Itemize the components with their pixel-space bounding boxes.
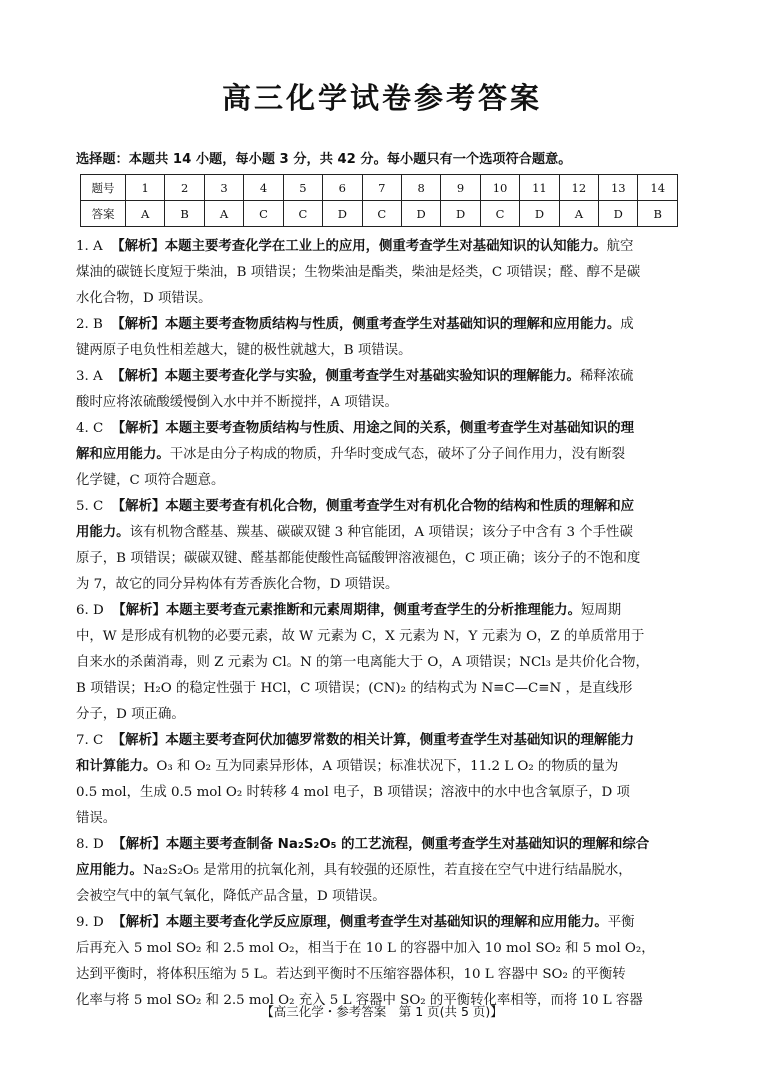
item-number: 2. B: [76, 317, 103, 332]
item-first-line: [76, 832, 698, 858]
answer-cell: C: [362, 201, 401, 227]
item-line: 键两原子电负性相差越大，键的极性就越大，B 项错误。: [76, 343, 412, 358]
item-text: 短周期: [580, 603, 622, 618]
item-number: 6. D: [76, 603, 104, 618]
analysis-tag: 【解析】: [111, 317, 165, 332]
question-number: 2: [165, 175, 204, 201]
item-line: 后再充入 5 mol SO₂ 和 2.5 mol O₂，相当于在 10 L 的容器中加入 10 mol SO₂ 和 5 mol O₂，: [76, 941, 655, 956]
item-text: 成: [620, 317, 634, 332]
item-first-line: [76, 312, 698, 338]
answer-cell: B: [638, 201, 678, 227]
explanation-item-3: [76, 364, 698, 416]
answer-cell: C: [283, 201, 322, 227]
answer-row: [81, 201, 678, 227]
question-number: 3: [204, 175, 243, 201]
section-instructions: 选择题：本题共 14 小题，每小题 3 分，共 42 分。每小题只有一个选项符合题意。: [76, 152, 572, 167]
question-number: 14: [638, 175, 678, 201]
item-first-line: [76, 234, 698, 260]
answer-cell: B: [165, 201, 204, 227]
analysis-summary: 本题主要考查物质结构与性质、用途之间的关系，侧重考查学生对基础知识的理: [165, 421, 635, 436]
answer-cell: A: [204, 201, 243, 227]
item-second-line: [76, 858, 698, 884]
analysis-tag: 【解析】: [112, 915, 166, 930]
answer-cell: C: [244, 201, 283, 227]
question-number: 11: [520, 175, 559, 201]
answer-explanations: [76, 234, 698, 1014]
explanation-item-9: [76, 910, 698, 1014]
analysis-tag: 【解析】: [111, 421, 166, 436]
item-line: 为 7，故它的同分异构体有芳香族化合物，D 项错误。: [76, 577, 399, 592]
page-title: 高三化学试卷参考答案: [221, 81, 542, 115]
item-first-line: [76, 364, 698, 390]
analysis-summary: 本题主要考查化学反应原理，侧重考查学生对基础知识的理解和应用能力。: [165, 915, 608, 930]
answer-cell: D: [401, 201, 440, 227]
item-text: 平衡: [607, 915, 635, 930]
explanation-item-6: [76, 598, 698, 728]
item-line: 自来水的杀菌消毒，则 Z 元素为 Cl。N 的第一电离能大于 O，A 项错误；NCl₃ 是共价化合物，: [76, 655, 649, 670]
explanation-item-7: [76, 728, 698, 832]
analysis-tag: 【解析】: [112, 603, 166, 618]
question-number: 6: [323, 175, 362, 201]
item-number: 8. D: [76, 837, 104, 852]
item-line: 水化合物，D 项错误。: [76, 291, 212, 306]
explanation-item-2: [76, 312, 698, 364]
analysis-tag: 【解析】: [112, 837, 166, 852]
page-footer: 【高三化学・参考答案 第 1 页(共 5 页)】: [261, 1004, 503, 1019]
item-second-line: [76, 754, 698, 780]
answer-cell: D: [599, 201, 638, 227]
item-text: 干冰是由分子构成的物质，升华时变成气态，破坏了分子间作用力，没有断裂: [169, 447, 626, 462]
item-line: 原子，B 项错误；碳碳双键、醛基都能使酸性高锰酸钾溶液褪色，C 项正确；该分子的不饱和度: [76, 551, 641, 566]
analysis-summary: 本题主要考查化学与实验，侧重考查学生对基础实验知识的理解能力。: [164, 369, 580, 384]
question-number: 10: [480, 175, 519, 201]
item-line: 中，W 是形成有机物的必要元素，故 W 元素为 C，X 元素为 N，Y 元素为 O，Z 的单质常用于: [76, 629, 645, 644]
item-line: 化率与将 5 mol SO₂ 和 2.5 mol O₂ 充入 5 L 容器中 SO₂ 的平衡转化率相等，而将 10 L 容器: [76, 993, 643, 1008]
answer-cell: D: [441, 201, 480, 227]
item-number: 4. C: [76, 421, 104, 436]
item-first-line: [76, 598, 698, 624]
analysis-summary-cont: 应用能力。: [76, 863, 143, 878]
question-number: 13: [599, 175, 638, 201]
item-text: 航空: [606, 239, 634, 254]
row-header-answer: 答案: [81, 201, 126, 227]
question-number: 1: [126, 175, 165, 201]
analysis-summary-cont: 和计算能力。: [76, 759, 157, 774]
item-first-line: [76, 494, 698, 520]
question-number: 7: [362, 175, 401, 201]
item-first-line: [76, 728, 698, 754]
answer-cell: D: [520, 201, 559, 227]
analysis-summary: 本题主要考查有机化合物，侧重考查学生对有机化合物的结构和性质的理解和应: [165, 499, 635, 514]
item-first-line: [76, 910, 698, 936]
item-line: 化学键，C 项符合题意。: [76, 473, 225, 488]
item-line: 会被空气中的氧气氧化，降低产品含量，D 项错误。: [76, 889, 386, 904]
analysis-summary: 本题主要考查化学在工业上的应用，侧重考查学生对基础知识的认知能力。: [164, 239, 607, 254]
analysis-tag: 【解析】: [111, 733, 166, 748]
item-line: 0.5 mol，生成 0.5 mol O₂ 时转移 4 mol 电子，B 项错误；溶液中的水中也含氧原子，D 项: [76, 785, 630, 800]
item-second-line: [76, 442, 698, 468]
answer-cell: C: [480, 201, 519, 227]
item-line: 分子，D 项正确。: [76, 707, 185, 722]
analysis-tag: 【解析】: [111, 369, 165, 384]
item-first-line: [76, 416, 698, 442]
analysis-summary: 本题主要考查阿伏加德罗常数的相关计算，侧重考查学生对基础知识的理解能力: [165, 733, 635, 748]
item-number: 9. D: [76, 915, 104, 930]
question-number-row: [81, 175, 678, 201]
analysis-tag: 【解析】: [111, 239, 165, 254]
explanation-item-8: [76, 832, 698, 910]
explanation-item-5: [76, 494, 698, 598]
item-number: 7. C: [76, 733, 104, 748]
analysis-tag: 【解析】: [111, 499, 166, 514]
item-line: 煤油的碳链长度短于柴油，B 项错误；生物柴油是酯类，柴油是烃类，C 项错误；醛、醇不是碳: [76, 265, 641, 280]
item-text: Na₂S₂O₅ 是常用的抗氧化剂，具有较强的还原性，若直接在空气中进行结晶脱水，: [142, 863, 632, 878]
item-number: 3. A: [76, 369, 103, 384]
item-number: 1. A: [76, 239, 103, 254]
analysis-summary: 本题主要考查制备 Na₂S₂O₅ 的工艺流程，侧重考查学生对基础知识的理解和综合: [165, 837, 650, 852]
item-line: 错误。: [76, 811, 117, 826]
answer-cell: D: [323, 201, 362, 227]
row-header-number: 题号: [81, 175, 126, 201]
item-line: 酸时应将浓硫酸缓慢倒入水中并不断搅拌，A 项错误。: [76, 395, 398, 410]
analysis-summary: 本题主要考查元素推断和元素周期律，侧重考查学生的分析推理能力。: [165, 603, 581, 618]
question-number: 5: [283, 175, 322, 201]
item-number: 5. C: [76, 499, 104, 514]
explanation-item-4: [76, 416, 698, 494]
answer-cell: A: [559, 201, 598, 227]
analysis-summary-cont: 解和应用能力。: [76, 447, 170, 462]
item-text: 该有机物含醛基、羰基、碳碳双键 3 种官能团，A 项错误；该分子中含有 3 个手性碳: [129, 525, 633, 540]
answer-table: [80, 174, 678, 227]
answer-cell: A: [126, 201, 165, 227]
item-second-line: [76, 520, 698, 546]
analysis-summary: 本题主要考查物质结构与性质，侧重考查学生对基础知识的理解和应用能力。: [164, 317, 621, 332]
item-line: B 项错误；H₂O 的稳定性强于 HCl，C 项错误；(CN)₂ 的结构式为 N≡C—C≡N ，是直线形: [76, 681, 633, 696]
explanation-item-1: [76, 234, 698, 312]
question-number: 4: [244, 175, 283, 201]
question-number: 8: [401, 175, 440, 201]
item-line: 达到平衡时，将体积压缩为 5 L。若达到平衡时不压缩容器体积，10 L 容器中 SO₂ 的平衡转: [76, 967, 626, 982]
item-text: 稀释浓硫: [579, 369, 634, 384]
question-number: 9: [441, 175, 480, 201]
analysis-summary-cont: 用能力。: [76, 525, 130, 540]
question-number: 12: [559, 175, 598, 201]
item-text: O₃ 和 O₂ 互为同素异形体，A 项错误；标准状况下，11.2 L O₂ 的物质的量为: [156, 759, 619, 774]
